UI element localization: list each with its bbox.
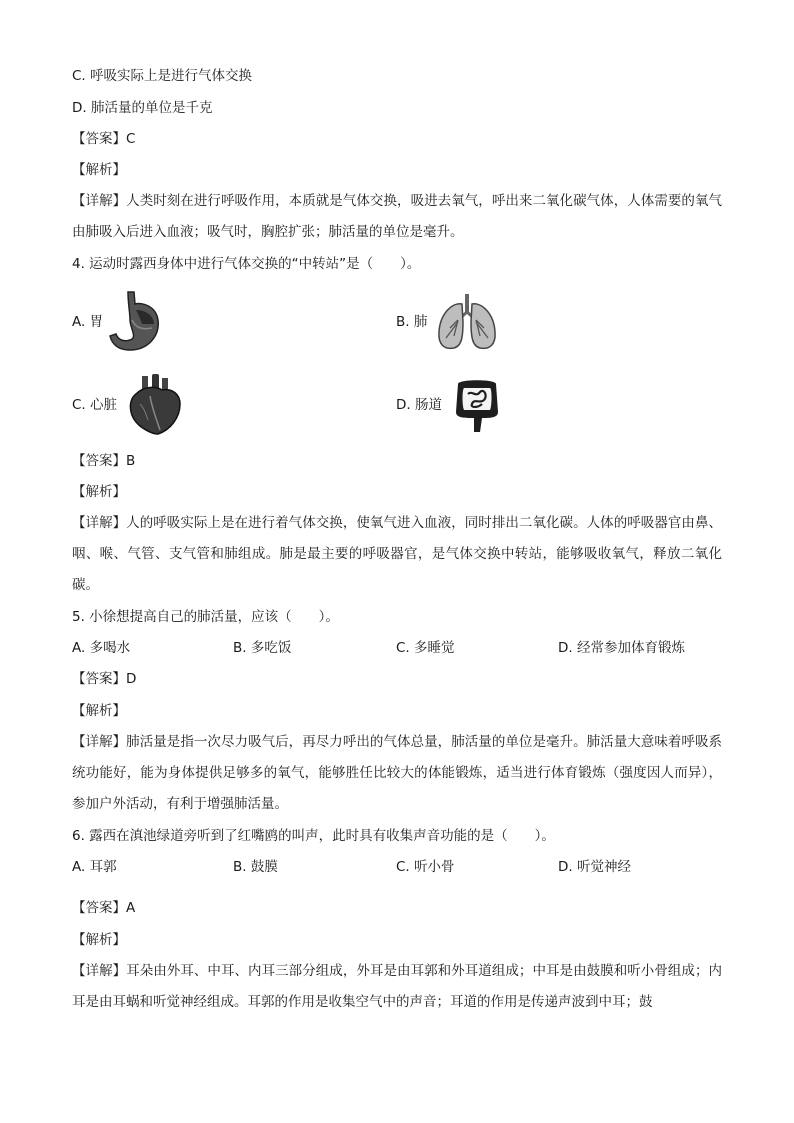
q5-option-d: D. 经常参加体育锻炼 <box>558 640 685 656</box>
detail-text: 耳朵由外耳、中耳、内耳三部分组成，外耳是由耳郭和外耳道组成；中耳是由鼓膜和听小骨组成；内耳是由耳蜗和听觉神经组成。耳郭的作用是收集空气中的声音；耳道的作用是传递声波到中耳；鼓 <box>72 963 723 1010</box>
q3-answer <box>72 129 135 149</box>
q5-option-b: B. 多吃饭 <box>233 640 292 656</box>
detail-tag: 【详解】 <box>72 515 127 531</box>
q6-option-c: C. 听小骨 <box>396 859 455 875</box>
q6-option-d: D. 听觉神经 <box>558 859 631 875</box>
answer-tag: 【答案】 <box>72 453 126 469</box>
q3-analysis-label: 【解析】 <box>72 162 126 178</box>
q3-option-d: D. 肺活量的单位是千克 <box>72 100 213 116</box>
q4-option-a: A. 胃 <box>72 314 104 330</box>
answer-tag: 【答案】 <box>72 900 126 916</box>
q4-option-c: C. 心脏 <box>72 397 118 413</box>
detail-text: 肺活量是指一次尽力吸气后，再尽力呼出的气体总量，肺活量的单位是毫升。肺活量大意味着呼吸系统功能好，能为身体提供足够多的氧气，能够胜任比较大的体能锻炼，适当进行体育锻炼（强度因人而异），参加户外活动，有利于增强肺活量。 <box>72 734 723 812</box>
detail-tag: 【详解】 <box>72 193 127 209</box>
q6-stem: 6. 露西在滇池绿道旁听到了红嘴鸥的叫声，此时具有收集声音功能的是（ ）。 <box>72 828 555 844</box>
q6-detail <box>72 956 722 1018</box>
q4-analysis-label: 【解析】 <box>72 484 126 500</box>
answer-value: C <box>126 131 136 147</box>
q3-detail <box>72 186 722 248</box>
heart-icon <box>126 374 184 436</box>
q5-option-a: A. 多喝水 <box>72 640 131 656</box>
answer-value: A <box>126 900 136 916</box>
q5-answer <box>72 669 136 689</box>
q6-option-a: A. 耳郭 <box>72 859 117 875</box>
q4-stem: 4. 运动时露西身体中进行气体交换的“中转站”是（ ）。 <box>72 256 421 272</box>
detail-tag: 【详解】 <box>72 963 127 979</box>
intestine-icon <box>452 376 502 434</box>
detail-text: 人类时刻在进行呼吸作用，本质就是气体交换，吸进去氧气，呼出来二氧化碳气体，人体需要的氧气由肺吸入后进入血液；吸气时，胸腔扩张；肺活量的单位是毫升。 <box>72 193 723 240</box>
q6-option-b: B. 鼓膜 <box>233 859 278 875</box>
q4-answer <box>72 451 135 471</box>
detail-text: 人的呼吸实际上是在进行着气体交换，使氧气进入血液，同时排出二氧化碳。人体的呼吸器官由鼻、咽、喉、气管、支气管和肺组成。肺是最主要的呼吸器官，是气体交换中转站，能够吸收氧气，释放二氧化碳。 <box>72 515 723 593</box>
q4-detail <box>72 508 722 601</box>
q3-option-c: C. 呼吸实际上是进行气体交换 <box>72 68 253 84</box>
lungs-icon <box>436 292 498 352</box>
detail-tag: 【详解】 <box>72 734 127 750</box>
q5-detail <box>72 727 722 820</box>
answer-value: B <box>126 453 136 469</box>
answer-tag: 【答案】 <box>72 131 126 147</box>
q5-stem: 5. 小徐想提高自己的肺活量，应该（ ）。 <box>72 609 339 625</box>
q5-option-c: C. 多睡觉 <box>396 640 455 656</box>
q5-analysis-label: 【解析】 <box>72 703 126 719</box>
q6-analysis-label: 【解析】 <box>72 932 126 948</box>
answer-value: D <box>126 671 137 687</box>
q6-answer <box>72 898 135 918</box>
answer-tag: 【答案】 <box>72 671 126 687</box>
q4-option-d: D. 肠道 <box>396 397 442 413</box>
q4-option-b: B. 肺 <box>396 314 428 330</box>
stomach-icon <box>108 290 162 354</box>
